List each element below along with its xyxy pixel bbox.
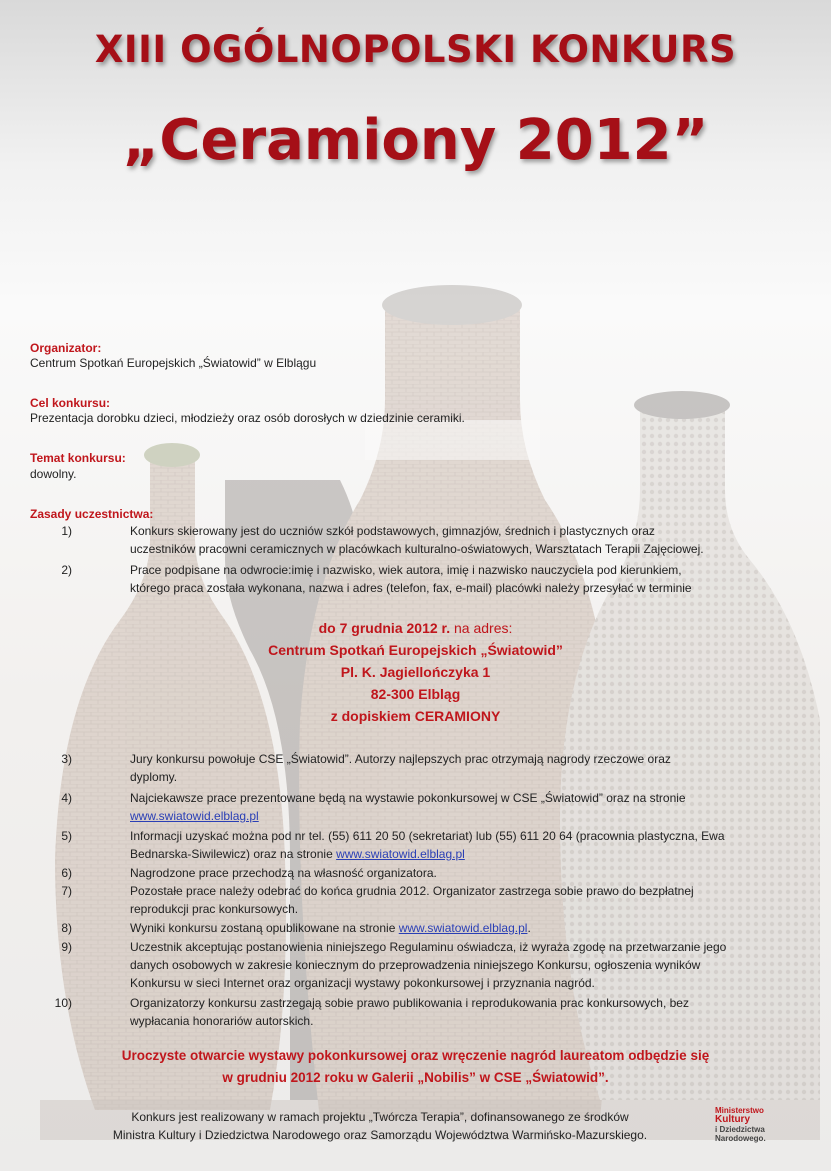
rule-number: 6) xyxy=(61,866,72,880)
logo-line: Ministerstwo xyxy=(715,1106,764,1115)
rule-line: Konkurs skierowany jest do uczniów szkół podstawowych, gimnazjów, średnich i plastycznych oraz xyxy=(130,524,655,538)
theme-heading: Temat konkursu: xyxy=(30,451,126,465)
logo-line: Narodowego. xyxy=(715,1134,766,1143)
rule-text xyxy=(130,864,796,882)
rule-number: 2) xyxy=(61,563,72,577)
rule-number: 1) xyxy=(61,524,72,538)
logo-line: i Dziedzictwa xyxy=(715,1125,765,1134)
address-city: 82-300 Elbląg xyxy=(370,686,461,702)
rule-line: którego praca została wykonana, nazwa i adres (telefon, fax, e-mail) placówki należy przesyłać w terminie xyxy=(130,581,692,595)
rule-line: Prace podpisane na odwrocie:imię i nazwisko, wiek autora, imię i nazwisko nauczyciela pod kierunkiem, xyxy=(130,563,682,577)
rule-line: Informacji uzyskać można pod nr tel. (55) 611 20 50 (sekretariat) lub (55) 611 20 64 (pracownia plastyczna, Ewa xyxy=(130,829,725,843)
rule-line: uczestników pracowni ceramicznych w placówkach kulturalno-oświatowych, Warsztatach Terapii Zajęciowej. xyxy=(130,542,704,556)
organizer-text: Centrum Spotkań Europejskich „Światowid” w Elblągu xyxy=(30,356,317,370)
rule-line: Bednarska-Siwilewicz) oraz na stronie xyxy=(130,847,337,861)
rule-text xyxy=(130,750,796,786)
goal-heading: Cel konkursu: xyxy=(30,396,111,410)
footer-line1: Konkurs jest realizowany w ramach projektu „Twórcza Terapia”, dofinansowanego ze środków xyxy=(131,1110,629,1124)
address-street: Pl. K. Jagiellończyka 1 xyxy=(340,664,491,680)
rule-line: Jury konkursu powołuje CSE „Światowid”. Autorzy najlepszych prac otrzymają nagrody rzeczowe oraz xyxy=(130,752,671,766)
rule-line: Uczestnik akceptując postanowienia niniejszego Regulaminu oświadcza, iż wyraża zgodę na przetwarzanie jego xyxy=(130,940,727,954)
rule-number: 9) xyxy=(61,940,72,954)
rule-line: Organizatorzy konkursu zastrzegają sobie prawo publikowania i reprodukowania prac konkursowych, bez xyxy=(130,996,689,1010)
rule-line: Konkursu w sieci Internet oraz organizacji wystawy pokonkursowej i przyznania nagród. xyxy=(130,976,595,990)
website-link[interactable]: www.swiatowid.elblag.pl xyxy=(130,809,259,823)
rule-text xyxy=(130,994,796,1030)
rule-text xyxy=(130,938,796,992)
rule-line: Najciekawsze prace prezentowane będą na wystawie pokonkursowej w CSE „Światowid” oraz na stronie xyxy=(130,791,686,805)
rule-line: Pozostałe prace należy odebrać do końca grudnia 2012. Organizator zastrzega sobie prawo do bezpłatnej xyxy=(130,884,694,898)
logo-line: Kultury xyxy=(715,1114,750,1125)
rule-line: Wyniki konkursu zostaną opublikowane na stronie xyxy=(130,921,399,935)
deadline-date: do 7 grudnia 2012 r. xyxy=(318,620,451,636)
rule-number: 8) xyxy=(61,921,72,935)
rule-text xyxy=(130,561,796,597)
contest-title-line2: „Ceramiony 2012” xyxy=(122,108,709,173)
rule-line: wypłacania honorariów autorskich. xyxy=(130,1014,314,1028)
closing-line1: Uroczyste otwarcie wystawy pokonkursowej oraz wręczenie nagród laureatom odbędzie się xyxy=(121,1048,710,1063)
rule-number: 4) xyxy=(61,791,72,805)
website-link[interactable]: www.swiatowid.elblag.pl xyxy=(336,847,465,861)
footer-line2: Ministra Kultury i Dziedzictwa Narodowego oraz Samorządu Województwa Warmińsko-Mazurskiego. xyxy=(112,1128,648,1142)
address-note: z dopiskiem CERAMIONY xyxy=(330,708,501,724)
rule-line: . xyxy=(527,921,531,935)
address-institution: Centrum Spotkań Europejskich „Światowid” xyxy=(268,642,563,658)
closing-line2: w grudniu 2012 roku w Galerii „Nobilis” w CSE „Światowid”. xyxy=(222,1070,609,1085)
goal-text: Prezentacja dorobku dzieci, młodzieży oraz osób dorosłych w dziedzinie ceramiki. xyxy=(30,411,465,425)
rule-number: 7) xyxy=(61,884,72,898)
website-link[interactable]: www.swiatowid.elblag.pl xyxy=(398,921,528,935)
rule-text xyxy=(130,919,796,937)
deadline-suffix: na adres: xyxy=(450,620,513,636)
ministry-logo xyxy=(715,1106,779,1142)
rule-number: 10) xyxy=(54,996,72,1010)
rule-text xyxy=(130,522,796,558)
contest-title-line1: XIII OGÓLNOPOLSKI KONKURS xyxy=(94,28,737,71)
rule-text xyxy=(130,827,796,863)
rules-heading: Zasady uczestnictwa: xyxy=(30,507,154,521)
rule-line: reprodukcji prac konkursowych. xyxy=(130,902,299,916)
rule-line: danych osobowych w zakresie koniecznym do przeprowadzenia niniejszego Konkursu, ogłoszenia wyników xyxy=(130,958,701,972)
rule-text xyxy=(130,882,796,918)
theme-text: dowolny. xyxy=(30,467,77,481)
rule-text xyxy=(130,789,796,825)
deadline-line xyxy=(0,620,831,636)
rule-line: dyplomy. xyxy=(130,770,178,784)
organizer-heading: Organizator: xyxy=(30,341,102,355)
rule-line: Nagrodzone prace przechodzą na własność organizatora. xyxy=(130,866,437,880)
rule-number: 5) xyxy=(61,829,72,843)
rule-number: 3) xyxy=(61,752,72,766)
